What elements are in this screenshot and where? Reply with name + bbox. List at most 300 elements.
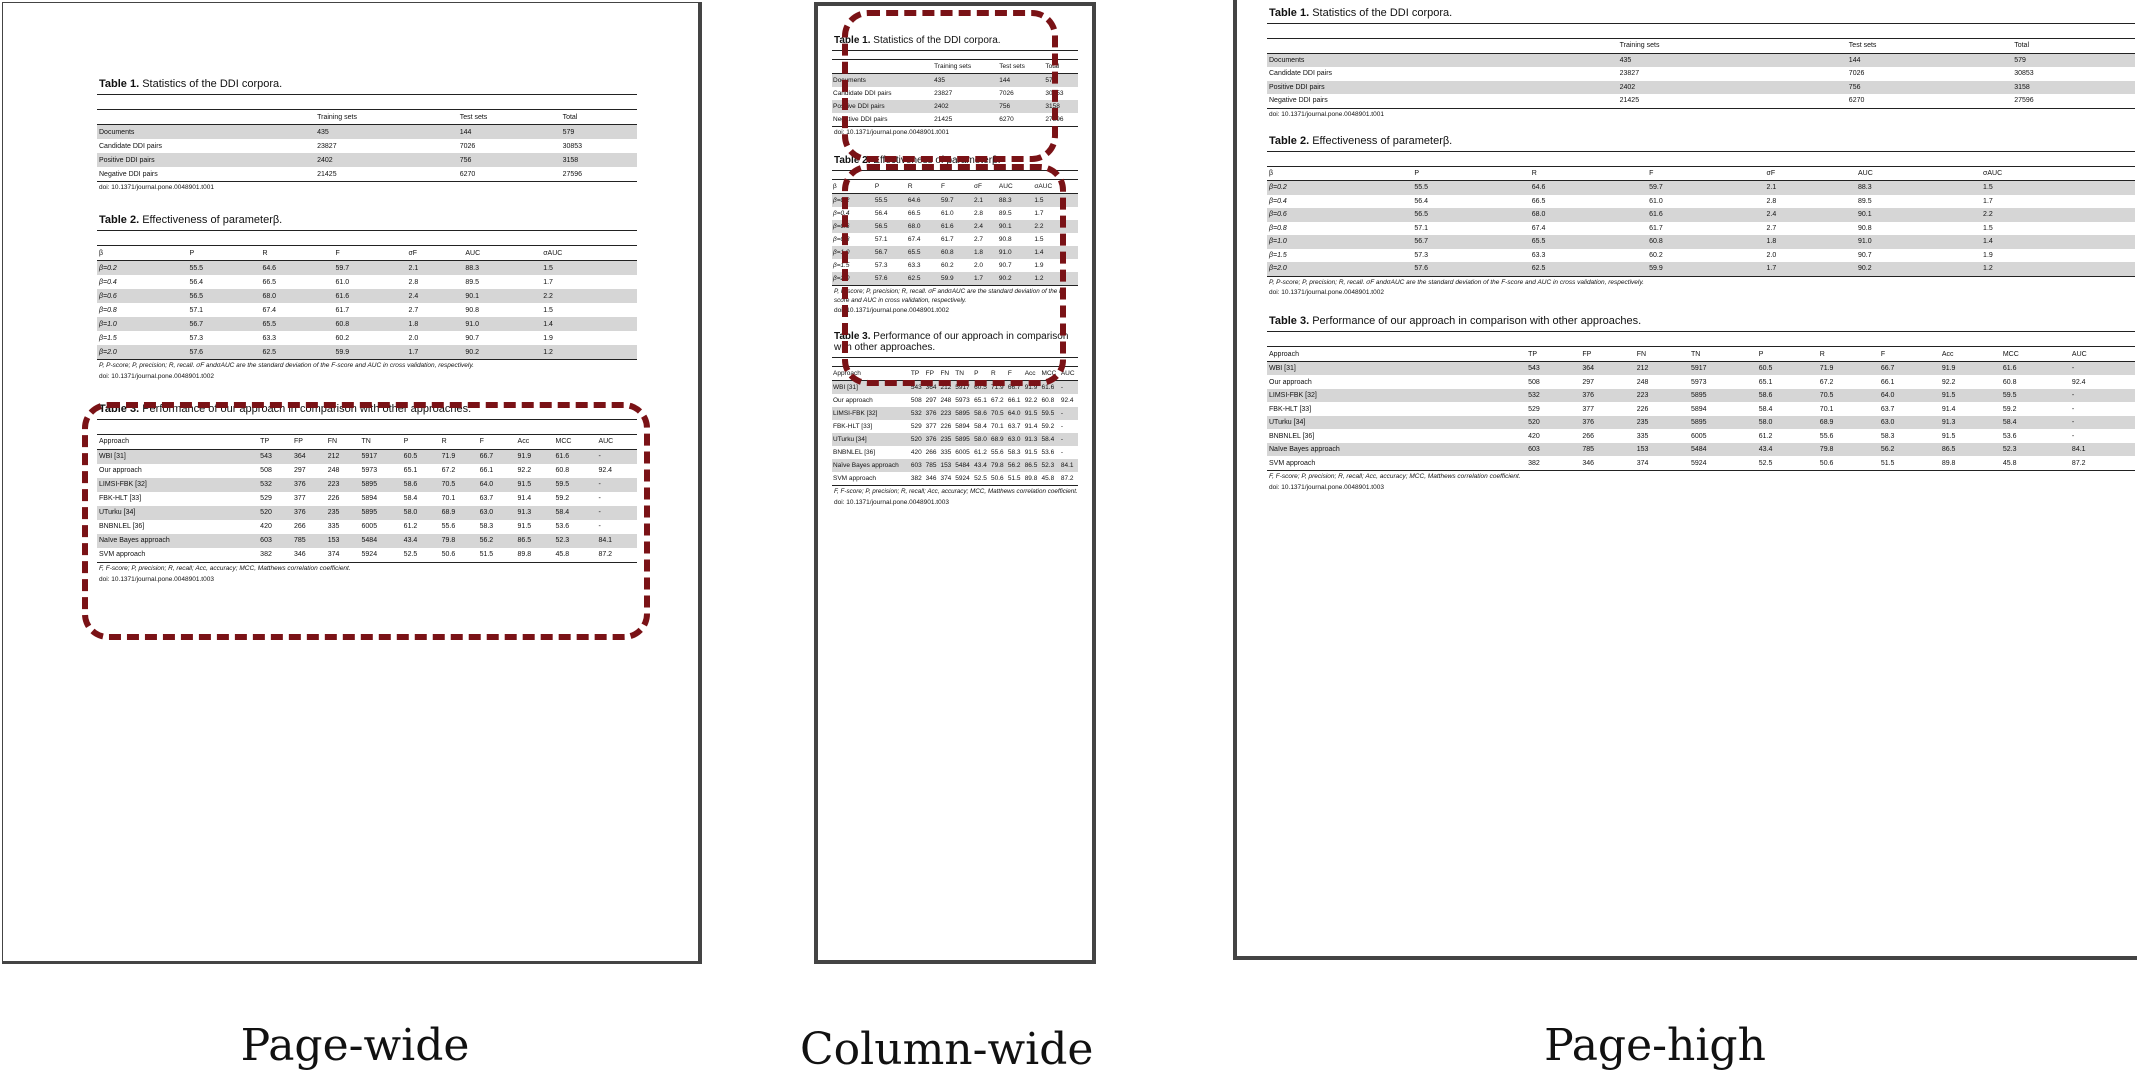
table3-cell: 61.6 — [555, 453, 570, 461]
table3-cell: - — [2071, 405, 2075, 413]
page-high-page — [1233, 0, 2137, 960]
table2-cell: 1.7 — [408, 348, 419, 356]
table3-cell: 70.1 — [1819, 405, 1834, 413]
table2-block — [97, 211, 637, 380]
table3-cell: 5973 — [955, 397, 970, 404]
table2-cell: 64.6 — [262, 264, 277, 272]
table2-cell: 2.7 — [974, 236, 984, 243]
table3-header-cell: FP — [925, 370, 934, 377]
table1-cell: Candidate DDI pairs — [1269, 70, 1333, 78]
table2-header-cell: P — [1414, 169, 1420, 177]
table1-header-cell: Total — [1045, 63, 1060, 70]
table2-cell: 2.1 — [974, 197, 984, 204]
table3-header-cell: MCC — [1041, 370, 1057, 377]
table2-cell: 61.0 — [335, 278, 350, 286]
table3-cell: 91.5 — [1941, 432, 1956, 440]
table2-cell: 1.2 — [1034, 275, 1044, 282]
table2-cell: 2.2 — [1983, 211, 1993, 219]
table2-cell: 63.3 — [907, 262, 921, 269]
table2-cell: 1.7 — [543, 278, 553, 286]
table3-header-cell: F — [479, 438, 484, 446]
table3-block — [1267, 312, 2135, 490]
table2-doi: doi: 10.1371/journal.pone.0048901.t002 — [834, 307, 949, 314]
table3-cell: 61.2 — [974, 449, 987, 456]
table3-row — [832, 433, 1078, 446]
table3-cell: 60.8 — [2002, 378, 2017, 386]
table3-row — [832, 420, 1078, 433]
table1-cell: Documents — [99, 128, 135, 136]
table3-cell: 71.9 — [991, 384, 1004, 391]
table1-header-cell: Training sets — [317, 113, 357, 121]
table3-cell: 6005 — [361, 523, 378, 531]
table2-cell: 1.5 — [543, 264, 553, 272]
table2-cell: 88.3 — [465, 264, 480, 272]
table2-cell: 88.3 — [1857, 184, 1872, 192]
table2-row — [1267, 235, 2135, 249]
table3-header-cell: Acc — [517, 438, 530, 446]
table1-cell: 144 — [1848, 56, 1861, 64]
table2-cell: 1.2 — [1983, 265, 1993, 273]
table3-cell: Naïve Bayes approach — [1269, 446, 1340, 454]
table1-cell: 144 — [459, 128, 472, 136]
table3-cell: 92.4 — [2071, 378, 2086, 386]
table3-cell: Our approach — [99, 467, 142, 475]
table2-cell: β=2.0 — [1269, 265, 1287, 273]
table3-cell: 91.5 — [517, 481, 532, 489]
table1-header-cell: Test sets — [999, 63, 1025, 70]
table3-cell: 235 — [1636, 419, 1649, 427]
table3-cell: 266 — [925, 449, 937, 456]
table1-row — [97, 139, 637, 153]
table1-title — [1267, 4, 2135, 24]
table2-cell: 68.0 — [907, 223, 921, 230]
table2-cell: 60.8 — [1649, 238, 1663, 246]
table3-cell: 529 — [1528, 405, 1540, 413]
table3-cell: 420 — [1528, 432, 1540, 440]
table3-header-cell: MCC — [2002, 350, 2019, 358]
table1-cell: 756 — [459, 156, 472, 164]
table3-cell: 55.6 — [991, 449, 1004, 456]
table3-cell: 67.2 — [991, 397, 1004, 404]
table2-row — [1267, 222, 2135, 236]
table3-cell: - — [598, 453, 601, 461]
table3-cell: 248 — [1636, 378, 1649, 386]
table2-title-number: Table 2. — [1269, 134, 1310, 147]
table3-title-number: Table 3. — [834, 331, 871, 342]
table3-cell: 56.2 — [479, 537, 494, 545]
table3-cell: 376 — [293, 481, 306, 489]
table3-cell: 66.1 — [1880, 378, 1895, 386]
table2-cell: 62.5 — [1531, 265, 1546, 273]
table2-cell: 2.0 — [974, 262, 984, 269]
table3-cell: 86.5 — [1024, 462, 1038, 469]
table2-header-cell: AUC — [465, 249, 481, 257]
table2-cell: 89.5 — [998, 210, 1012, 217]
table3-cell: 91.3 — [1024, 436, 1038, 443]
table2-row — [1267, 249, 2135, 263]
table3-cell: 92.2 — [1024, 397, 1038, 404]
table3-cell: 66.1 — [479, 467, 494, 475]
table3-cell: BNBNLEL [36] — [833, 449, 876, 456]
table3-cell: 63.7 — [1880, 405, 1895, 413]
table2-cell: 59.9 — [335, 348, 350, 356]
table3-cell: Naïve Bayes approach — [833, 462, 899, 469]
table3-cell: 382 — [910, 475, 922, 482]
table2-row — [97, 261, 637, 276]
table3-cell: 223 — [1636, 392, 1649, 400]
table2-cell: 56.5 — [1414, 211, 1428, 219]
table1-cell: 435 — [1619, 56, 1632, 64]
table1-cell: 23827 — [317, 142, 337, 150]
table2-cell: 60.2 — [1649, 251, 1663, 259]
table2-cell: 90.8 — [1857, 224, 1872, 232]
table2-cell: 57.3 — [1414, 251, 1428, 259]
table3-cell: 382 — [260, 551, 272, 559]
table3-cell: 5924 — [361, 551, 378, 559]
table3-cell: 346 — [1582, 459, 1595, 467]
table2-cell: 1.9 — [1034, 262, 1044, 269]
table3-cell: 5894 — [361, 495, 378, 503]
table3-cell: 79.8 — [1819, 446, 1834, 454]
table3-cell: 51.5 — [1007, 475, 1021, 482]
table3-cell: - — [2071, 392, 2075, 400]
table3-cell: 364 — [925, 384, 937, 391]
table2-cell: 1.7 — [1034, 210, 1044, 217]
table3-cell: LIMSI-FBK [32] — [1269, 392, 1317, 400]
table2-cell: 2.7 — [1766, 224, 1777, 232]
table2-cell: 1.7 — [974, 275, 984, 282]
table3-cell: 51.5 — [1880, 459, 1895, 467]
table3-cell: - — [2071, 432, 2075, 440]
table3-cell: 91.4 — [1024, 423, 1038, 430]
table1-cell: 23827 — [934, 90, 953, 97]
table2-cell: 90.7 — [998, 262, 1012, 269]
table3-cell: 91.9 — [517, 453, 532, 461]
table3-cell: 55.6 — [441, 523, 456, 531]
table3-cell: 59.2 — [1041, 423, 1055, 430]
table3-cell: 226 — [327, 495, 340, 503]
table3-cell: 266 — [293, 523, 306, 531]
table1-cell: Negative DDI pairs — [99, 170, 158, 178]
table2-cell: 61.7 — [1649, 224, 1663, 232]
table2-cell: 56.4 — [189, 278, 204, 286]
table2-header-row — [97, 246, 637, 261]
table3-header-cell: TN — [361, 438, 371, 446]
table3-cell: 508 — [260, 467, 272, 475]
table1-doi: doi: 10.1371/journal.pone.0048901.t001 — [834, 129, 949, 136]
table3-cell: 70.1 — [441, 495, 456, 503]
table2-row — [97, 303, 637, 317]
table2-header-row — [1267, 166, 2135, 181]
table2-cell: 90.1 — [465, 292, 480, 300]
table2-cell: 60.8 — [940, 249, 954, 256]
table3-cell: 51.5 — [479, 551, 494, 559]
table3-cell: 335 — [327, 523, 340, 531]
table1-title-text: Statistics of the DDI corpora. — [139, 78, 283, 90]
table2-cell: β=1.5 — [833, 262, 850, 269]
table2-cell: 61.6 — [335, 292, 350, 300]
table1-title-number: Table 1. — [834, 35, 871, 46]
table2-row — [97, 317, 637, 331]
table3-cell: 91.9 — [1024, 384, 1038, 391]
table3-cell: 297 — [293, 467, 306, 475]
table3-row — [1267, 416, 2135, 430]
table1-cell: 21425 — [934, 116, 953, 123]
table3-cell: 520 — [260, 509, 272, 517]
table3-cell: 5484 — [1691, 446, 1707, 454]
table2-cell: 57.1 — [189, 306, 204, 314]
table3-cell: 364 — [293, 453, 306, 461]
table3-cell: WBI [31] — [1269, 365, 1296, 373]
table3-cell: 50.6 — [991, 475, 1004, 482]
table3-row — [832, 407, 1078, 420]
table3-cell: 58.0 — [974, 436, 987, 443]
table3-cell: UTurku [34] — [833, 436, 867, 443]
table3-cell: 5484 — [361, 537, 378, 545]
table2-header-cell: F — [1649, 169, 1654, 177]
table3-cell: 346 — [293, 551, 306, 559]
table1-row — [97, 153, 637, 167]
table1-cell: 144 — [999, 77, 1011, 84]
table2-cell: 57.6 — [189, 348, 204, 356]
table3-cell: 63.0 — [1007, 436, 1021, 443]
table3-cell: 66.7 — [479, 453, 494, 461]
table1-cell: 435 — [934, 77, 945, 84]
table2-cell: 67.4 — [262, 306, 277, 314]
table3-cell: 508 — [910, 397, 922, 404]
table3-cell: 346 — [925, 475, 937, 482]
table3-cell: - — [1060, 410, 1064, 417]
table2-cell: 90.1 — [998, 223, 1012, 230]
table3-cell: 532 — [1528, 392, 1540, 400]
table1-cell: 27596 — [562, 170, 583, 178]
table3-cell: - — [1060, 384, 1064, 391]
table3-cell: 71.9 — [1819, 365, 1834, 373]
table3-cell: Our approach — [1269, 378, 1312, 386]
table2-footnote: P, P-score; P, precision; R, recall. σF andσAUC are the standard deviation of the F-score and AUC in cross validation, respectively. — [99, 362, 474, 369]
table1-title-number: Table 1. — [1269, 7, 1310, 19]
table3-cell: 91.5 — [1024, 410, 1038, 417]
table2-header-cell: R — [1531, 169, 1537, 177]
table3-cell: 91.5 — [517, 523, 532, 531]
table3-cell: 86.5 — [517, 537, 532, 545]
table2-cell: 64.6 — [1531, 184, 1546, 192]
table3-cell: 377 — [1582, 405, 1595, 413]
table3-header-cell: R — [1819, 350, 1825, 358]
table3-cell: 376 — [925, 436, 937, 443]
table2-cell: 67.4 — [1531, 224, 1546, 232]
table2-cell: 2.2 — [1034, 223, 1044, 230]
table2-cell: 63.3 — [1531, 251, 1546, 259]
table3-cell: 297 — [925, 397, 937, 404]
table2-cell: 2.0 — [1766, 251, 1777, 259]
table3-cell: LIMSI-FBK [32] — [833, 410, 878, 417]
table3-cell: 58.0 — [403, 509, 418, 517]
table3-cell: 67.2 — [1819, 378, 1834, 386]
table2-cell: β=1.5 — [99, 334, 117, 342]
table3-cell: 63.0 — [1880, 419, 1895, 427]
table3-cell: 91.3 — [517, 509, 532, 517]
table3-cell: 5895 — [361, 481, 378, 489]
table3-cell: 335 — [940, 449, 952, 456]
table3-cell: 52.3 — [1041, 462, 1055, 469]
table2-cell: 1.9 — [543, 334, 553, 342]
table3-cell: 64.0 — [1880, 392, 1895, 400]
table2-cell: β=1.5 — [1269, 251, 1287, 259]
table2-cell: 66.5 — [907, 210, 921, 217]
table3-cell: 532 — [260, 481, 272, 489]
table2-cell: 1.7 — [1766, 265, 1777, 273]
table2-table — [1267, 166, 2135, 277]
table1-cell: Documents — [833, 77, 866, 84]
table1-cell: Positive DDI pairs — [99, 156, 155, 164]
table2-cell: 60.2 — [940, 262, 954, 269]
table3-cell: 43.4 — [974, 462, 987, 469]
table3-cell: 5895 — [955, 410, 970, 417]
table3-cell: 376 — [1582, 392, 1595, 400]
table2-cell: 56.5 — [189, 292, 204, 300]
table3-cell: 226 — [1636, 405, 1649, 413]
table3-cell: 59.2 — [2002, 405, 2017, 413]
table3-cell: 59.5 — [2002, 392, 2017, 400]
table3-cell: 248 — [940, 397, 952, 404]
table2-doi: doi: 10.1371/journal.pone.0048901.t002 — [99, 372, 214, 380]
table1-cell: 21425 — [1619, 97, 1640, 105]
table3-cell: SVM approach — [99, 551, 146, 559]
table1-table — [97, 109, 637, 182]
table2-cell: 60.8 — [335, 320, 350, 328]
table3-cell: 5895 — [1691, 419, 1707, 427]
table3-cell: WBI [31] — [99, 453, 126, 461]
table3-cell: 61.6 — [2002, 365, 2017, 373]
table3-title — [1267, 312, 2135, 332]
table3-cell: 58.4 — [2002, 419, 2017, 427]
table1-header-cell: Test sets — [459, 113, 488, 121]
table1-cell: 2402 — [934, 103, 949, 110]
label-column-wide: Column-wide — [800, 1024, 1094, 1075]
table2-cell: 2.7 — [408, 306, 419, 314]
table3-header-cell: FP — [1582, 350, 1592, 358]
table3-cell: Naïve Bayes approach — [99, 537, 170, 545]
table1-table — [1267, 38, 2135, 109]
table3-cell: 89.8 — [1024, 475, 1038, 482]
table1-cell: 756 — [999, 103, 1011, 110]
table3-header-cell: TN — [955, 370, 964, 377]
table3-cell: 43.4 — [403, 537, 418, 545]
table2-title-number: Table 2. — [834, 155, 871, 166]
table3-cell: - — [2071, 365, 2075, 373]
table3-header-cell: TN — [1691, 350, 1701, 358]
table2-cell: 56.7 — [874, 249, 888, 256]
table3-cell: 79.8 — [991, 462, 1004, 469]
table3-cell: WBI [31] — [833, 384, 858, 391]
table1-row — [1267, 53, 2135, 67]
table1-block — [97, 75, 637, 191]
table1-cell: 30853 — [562, 142, 583, 150]
table1-cell: 27596 — [2014, 97, 2034, 105]
table1-cell: 756 — [1848, 83, 1861, 91]
table3-cell: - — [1060, 449, 1064, 456]
table3-cell: BNBNLEL [36] — [99, 523, 145, 531]
table3-cell: 61.2 — [1758, 432, 1773, 440]
table3-cell: 91.5 — [1024, 449, 1038, 456]
table1-cell: 3158 — [1045, 103, 1060, 110]
table3-cell: 58.3 — [1007, 449, 1021, 456]
table3-cell: UTurku [34] — [99, 509, 136, 517]
table2-cell: 61.7 — [335, 306, 350, 314]
table3-header-cell: Approach — [1269, 350, 1299, 358]
table2-cell: β=1.0 — [833, 249, 850, 256]
table2-cell: 57.3 — [189, 334, 204, 342]
table2-cell: 2.8 — [408, 278, 419, 286]
table3-header-cell: R — [441, 438, 447, 446]
table3-cell: 420 — [910, 449, 922, 456]
label-page-high: Page-high — [1544, 1020, 1766, 1071]
table2-title — [97, 211, 637, 231]
table3-header-cell: P — [974, 370, 979, 377]
table3-cell: 5917 — [1691, 365, 1707, 373]
table3-cell: 785 — [925, 462, 937, 469]
table3-cell: 520 — [910, 436, 922, 443]
table3-footnote: F, F-score; P, precision; R, recall; Acc, accuracy; MCC, Matthews correlation coefficient. — [834, 488, 1078, 495]
table3-cell: - — [1060, 436, 1064, 443]
table3-cell: 56.2 — [1880, 446, 1895, 454]
table2-cell: 90.2 — [1857, 265, 1872, 273]
table3-cell: 5973 — [361, 467, 378, 475]
table3-header-cell: TP — [260, 438, 270, 446]
table2-row — [97, 275, 637, 289]
table3-cell: 92.4 — [598, 467, 613, 475]
table2-title-text: Effectiveness of parameterβ. — [1309, 134, 1453, 147]
table2-row — [97, 331, 637, 345]
table3-cell: 364 — [1582, 365, 1595, 373]
table1-row — [97, 167, 637, 182]
table3-cell: 543 — [910, 384, 922, 391]
table1-cell: 2402 — [1619, 83, 1636, 91]
table2-cell: β=0.6 — [1269, 211, 1287, 219]
table2-table — [97, 245, 637, 360]
table3-cell: SVM approach — [1269, 459, 1316, 467]
table3-cell: 6005 — [1691, 432, 1707, 440]
table2-header-cell: AUC — [1857, 169, 1873, 177]
table3-cell: 65.1 — [974, 397, 987, 404]
table1-cell: 579 — [1045, 77, 1057, 84]
table3-cell: FBK-HLT [33] — [833, 423, 873, 430]
table3-cell: 212 — [1636, 365, 1649, 373]
table2-cell: 55.5 — [1414, 184, 1428, 192]
table1-cell: 435 — [317, 128, 329, 136]
table3-cell: 153 — [327, 537, 340, 545]
table3-header-cell: Acc — [1941, 350, 1954, 358]
table3-row — [832, 472, 1078, 486]
table1-doi: doi: 10.1371/journal.pone.0048901.t001 — [99, 184, 214, 191]
table3-cell: 235 — [327, 509, 340, 517]
table3-cell: 50.6 — [1819, 459, 1834, 467]
table1-header-cell: Training sets — [1619, 42, 1660, 50]
table2-footnote: P, P-score; P, precision; R, recall. σF andσAUC are the standard deviation of the F-score and AUC in cross validation, respectively. — [1269, 278, 1644, 286]
table3-cell: 335 — [1636, 432, 1649, 440]
table3-cell: 59.2 — [555, 495, 570, 503]
table3-cell: 59.5 — [555, 481, 570, 489]
table1-cell: 6270 — [1848, 97, 1865, 105]
table2-cell: 88.3 — [998, 197, 1012, 204]
table2-cell: 59.7 — [1649, 184, 1663, 192]
table2-cell: 91.0 — [465, 320, 480, 328]
table3-cell: 58.4 — [974, 423, 987, 430]
table3-cell: 52.5 — [403, 551, 418, 559]
table3-cell: - — [598, 523, 601, 531]
table2-cell: β=0.8 — [99, 306, 117, 314]
